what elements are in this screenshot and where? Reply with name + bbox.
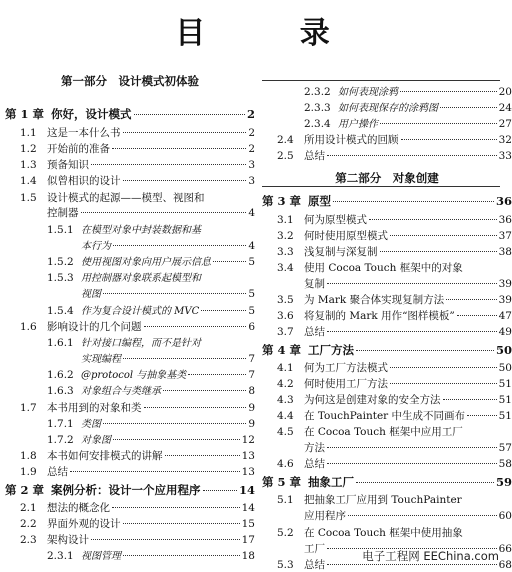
toc-entry-title: 控制器	[47, 207, 79, 219]
leader-dots	[134, 114, 245, 115]
toc-entry-number: 4.5	[277, 426, 294, 438]
toc-entry-title: 案例分析：设计一个应用程序	[51, 483, 201, 497]
toc-entry-page: 49	[498, 326, 512, 338]
toc-entry-title: 总结	[304, 559, 325, 571]
toc-entry-number: 1.5.3	[47, 272, 74, 284]
toc-entry-sec[interactable]	[20, 321, 255, 333]
toc-entry-number: 2.4	[277, 134, 294, 146]
toc-entry-sec[interactable]	[20, 450, 255, 462]
toc-entry-page: 5	[248, 288, 255, 300]
toc-entry-sec[interactable]	[277, 394, 512, 406]
toc-entry-page: 4	[248, 207, 255, 219]
toc-entry-page: 36	[498, 214, 512, 226]
toc-entry-page: 2	[246, 107, 255, 121]
toc-entry-page: 2	[248, 143, 255, 155]
toc-entry-number: 2.3.1	[47, 550, 74, 562]
toc-entry-title: 实现编程	[81, 354, 121, 365]
part-two-rule	[262, 186, 500, 187]
toc-entry-sec[interactable]	[277, 246, 512, 258]
toc-entry-title: 应用程序	[304, 510, 346, 522]
toc-entry-page: 2	[248, 127, 255, 139]
toc-entry-page: 66	[498, 543, 512, 555]
toc-entry-page: 13	[241, 450, 255, 462]
toc-entry-sec[interactable]	[277, 410, 512, 422]
toc-entry-sub[interactable]	[47, 337, 255, 350]
toc-entry-number: 1.6	[20, 321, 37, 333]
toc-entry-sec[interactable]	[277, 494, 512, 506]
toc-entry-number: 3.3	[277, 246, 294, 258]
leader-dots	[112, 148, 246, 149]
leader-dots	[356, 350, 494, 351]
toc-entry-sec[interactable]	[20, 192, 255, 204]
toc-entry-page: 6	[248, 321, 255, 333]
toc-entry-title: 所用设计模式的回顾	[304, 134, 399, 146]
toc-entry-title: 针对接口编程，而不是针对	[81, 338, 201, 349]
toc-entry-page: 8	[248, 385, 255, 397]
toc-entry-title: 方法	[304, 442, 325, 454]
toc-entry-title: 这是一本什么书	[47, 127, 121, 139]
toc-entry-title: 复制	[304, 278, 325, 290]
toc-entry-number: 1.8	[20, 450, 37, 462]
toc-entry-page: 9	[248, 418, 255, 430]
toc-entry-cont[interactable]	[304, 442, 512, 454]
leader-dots	[457, 315, 497, 316]
toc-entry-page: 9	[248, 402, 255, 414]
toc-entry-sub[interactable]	[304, 118, 512, 131]
toc-entry-sec[interactable]	[277, 230, 512, 242]
toc-entry-cont[interactable]	[81, 353, 255, 366]
toc-entry-chapter[interactable]	[5, 108, 255, 120]
toc-entry-title: 为何这是创建对象的安全方法	[304, 394, 441, 406]
toc-entry-title: 本书用到的对象和类	[47, 402, 142, 414]
toc-entry-title: 工厂方法	[308, 343, 354, 357]
leader-dots	[123, 555, 240, 556]
toc-entry-page: 51	[498, 410, 512, 422]
toc-entry-page: 47	[498, 310, 512, 322]
toc-entry-number: 3.2	[277, 230, 294, 242]
toc-entry-chapter[interactable]	[5, 484, 255, 496]
toc-entry-title: 预备知识	[47, 159, 89, 171]
leader-dots	[348, 515, 497, 516]
toc-entry-title: 影响设计的几个问题	[47, 321, 142, 333]
leader-dots	[467, 415, 497, 416]
toc-entry-sec[interactable]	[277, 294, 512, 306]
toc-entry-number: 3.7	[277, 326, 294, 338]
toc-entry-sec[interactable]	[20, 402, 255, 414]
toc-entry-title: 何为工厂方法模式	[304, 362, 388, 374]
toc-entry-title: @protocol 与抽象基类	[81, 370, 187, 381]
toc-entry-page: 3	[248, 159, 255, 171]
toc-entry-number: 1.5	[20, 192, 37, 204]
leader-dots	[123, 180, 247, 181]
toc-entry-number: 2.2	[20, 518, 37, 530]
leader-dots	[390, 235, 497, 236]
leader-dots	[327, 155, 497, 156]
toc-entry-title: 开始前的准备	[47, 143, 110, 155]
toc-entry-sec[interactable]	[20, 143, 255, 155]
toc-entry-number: 3.4	[277, 262, 294, 274]
toc-entry-title: 作为复合设计模式的 MVC	[81, 306, 200, 317]
toc-entry-page: 57	[498, 442, 512, 454]
toc-entry-page: 13	[241, 466, 255, 478]
toc-entry-sub[interactable]	[47, 385, 255, 398]
toc-entry-page: 33	[498, 150, 512, 162]
toc-entry-page: 51	[498, 378, 512, 390]
toc-entry-number: 第 3 章	[262, 194, 302, 208]
toc-entry-number: 1.5.4	[47, 305, 74, 317]
leader-dots	[401, 139, 497, 140]
toc-entry-title: 似曾相识的设计	[47, 175, 121, 187]
toc-entry-page: 14	[238, 483, 255, 497]
leader-dots	[123, 358, 246, 359]
leader-dots	[70, 471, 240, 472]
leader-dots	[390, 367, 497, 368]
leader-dots	[327, 463, 497, 464]
toc-entry-title: 架构设计	[47, 534, 89, 546]
leader-dots	[81, 212, 247, 213]
leader-dots	[380, 251, 497, 252]
toc-entry-title: 总结	[47, 466, 68, 478]
toc-entry-number: 3.1	[277, 214, 294, 226]
toc-entry-cont[interactable]	[81, 240, 255, 253]
toc-entry-page: 39	[498, 294, 512, 306]
toc-entry-title: 总结	[304, 150, 325, 162]
toc-entry-sub[interactable]	[47, 434, 255, 447]
leader-dots	[91, 164, 246, 165]
toc-entry-title: 工厂	[304, 543, 325, 555]
toc-entry-number: 1.4	[20, 175, 37, 187]
toc-entry-sec[interactable]	[277, 426, 512, 438]
toc-entry-title: 用控制器对象联系起模型和	[81, 273, 201, 284]
leader-dots	[163, 390, 246, 391]
toc-entry-number: 2.3.2	[304, 86, 331, 98]
leader-dots	[390, 383, 497, 384]
toc-entry-page: 5	[248, 305, 255, 317]
leader-dots	[213, 261, 246, 262]
toc-entry-page: 7	[248, 369, 255, 381]
toc-entry-page: 20	[498, 86, 512, 98]
toc-entry-title: 设计模式的起源——模型、视图和	[47, 192, 205, 204]
toc-entry-number: 1.5.1	[47, 224, 74, 236]
toc-entry-chapter[interactable]	[262, 195, 512, 207]
toc-entry-title: 浅复制与深复制	[304, 246, 378, 258]
toc-entry-title: 在 Cocoa Touch 框架中应用工厂	[304, 426, 463, 438]
leader-dots	[369, 219, 497, 220]
toc-entry-number: 第 1 章	[5, 107, 45, 121]
toc-entry-number: 2.5	[277, 150, 294, 162]
toc-entry-title: 使用 Cocoa Touch 框架中的对象	[304, 262, 463, 274]
toc-entry-title: 将复制的 Mark 用作“图样模板”	[304, 310, 455, 322]
toc-entry-sec[interactable]	[20, 466, 255, 478]
toc-entry-number: 5.3	[277, 559, 294, 571]
toc-entry-number: 第 5 章	[262, 475, 302, 489]
toc-entry-page: 12	[241, 434, 255, 446]
toc-entry-title: 总结	[304, 326, 325, 338]
leader-dots	[201, 310, 246, 311]
toc-entry-number: 4.6	[277, 458, 294, 470]
toc-entry-title: 在模型对象中封装数据和基	[81, 225, 201, 236]
toc-entry-sec[interactable]	[20, 175, 255, 187]
toc-entry-number: 5.1	[277, 494, 294, 506]
toc-entry-number: 1.6.1	[47, 337, 74, 349]
part-heading: 第二部分 对象创建	[335, 171, 439, 185]
toc-entry-number: 1.3	[20, 159, 37, 171]
toc-entry-sub[interactable]	[47, 272, 255, 285]
site-watermark: 电子工程网 EEChina.com	[362, 549, 499, 563]
toc-entry-sec[interactable]	[20, 502, 255, 514]
leader-dots	[333, 201, 494, 202]
toc-entry-sec[interactable]	[277, 134, 512, 146]
leader-dots	[113, 245, 246, 246]
toc-entry-number: 第 4 章	[262, 343, 302, 357]
toc-entry-number: 3.5	[277, 294, 294, 306]
toc-entry-sec[interactable]	[277, 214, 512, 226]
leader-dots	[443, 399, 497, 400]
toc-entry-title: 把抽象工厂应用到 TouchPainter	[304, 494, 462, 506]
toc-entry-title: 何时使用原型模式	[304, 230, 388, 242]
toc-entry-sec[interactable]	[20, 159, 255, 171]
leader-dots	[103, 423, 246, 424]
toc-entry-sec[interactable]	[277, 310, 512, 322]
toc-entry-chapter[interactable]	[262, 476, 512, 488]
toc-entry-number: 1.2	[20, 143, 37, 155]
toc-entry-number: 3.6	[277, 310, 294, 322]
leader-dots	[144, 326, 247, 327]
toc-entry-cont[interactable]	[304, 278, 512, 290]
toc-entry-title: 总结	[304, 458, 325, 470]
leader-dots	[91, 539, 240, 540]
toc-entry-title: 对象组合与类继承	[81, 386, 161, 397]
toc-entry-title: 想法的概念化	[47, 502, 110, 514]
toc-entry-page: 17	[241, 534, 255, 546]
top-right-rule	[262, 80, 500, 81]
toc-entry-page: 27	[498, 118, 512, 130]
leader-dots	[380, 123, 497, 124]
toc-entry-title: 本书如何安排模式的讲解	[47, 450, 163, 462]
leader-dots	[188, 374, 246, 375]
toc-entry-title: 在 TouchPainter 中生成不同画布	[304, 410, 466, 422]
toc-entry-sub[interactable]	[304, 102, 512, 115]
toc-entry-number: 1.7.1	[47, 418, 74, 430]
toc-entry-title: 你好，设计模式	[51, 107, 132, 121]
toc-entry-sec[interactable]	[277, 527, 512, 539]
toc-entry-page: 37	[498, 230, 512, 242]
leader-dots	[356, 482, 494, 483]
toc-entry-title: 如何表现保存的涂鸦图	[338, 103, 438, 114]
leader-dots	[327, 564, 497, 565]
leader-dots	[112, 507, 240, 508]
leader-dots	[113, 439, 240, 440]
toc-entry-page: 39	[498, 278, 512, 290]
toc-entry-chapter[interactable]	[262, 344, 512, 356]
toc-entry-number: 1.1	[20, 127, 37, 139]
toc-entry-number: 1.5.2	[47, 256, 74, 268]
toc-entry-sec[interactable]	[277, 362, 512, 374]
toc-entry-page: 60	[498, 510, 512, 522]
leader-dots	[103, 293, 246, 294]
leader-dots	[327, 331, 497, 332]
toc-entry-number: 1.6.2	[47, 369, 74, 381]
toc-entry-number: 5.2	[277, 527, 294, 539]
leader-dots	[165, 455, 240, 456]
toc-entry-sec[interactable]	[277, 262, 512, 274]
leader-dots	[440, 107, 497, 108]
leader-dots	[123, 132, 247, 133]
toc-entry-page: 4	[248, 240, 255, 252]
toc-entry-page: 58	[498, 458, 512, 470]
leader-dots	[203, 490, 237, 491]
toc-entry-page: 50	[495, 343, 512, 357]
toc-entry-cont[interactable]	[304, 510, 512, 522]
toc-entry-page: 36	[495, 194, 512, 208]
toc-entry-title: 何时使用工厂方法	[304, 378, 388, 390]
toc-entry-title: 为 Mark 聚合体实现复制方法	[304, 294, 445, 306]
leader-dots	[446, 299, 497, 300]
toc-entry-number: 1.7	[20, 402, 37, 414]
toc-entry-page: 59	[495, 475, 512, 489]
page-title: 目 录	[175, 16, 372, 51]
toc-entry-title: 本行为	[81, 241, 111, 252]
toc-entry-number: 1.7.2	[47, 434, 74, 446]
toc-entry-number: 4.4	[277, 410, 294, 422]
leader-dots	[123, 523, 240, 524]
toc-entry-number: 4.3	[277, 394, 294, 406]
toc-entry-page: 7	[248, 353, 255, 365]
toc-entry-title: 如何表现涂鸦	[338, 87, 398, 98]
toc-entry-title: 类图	[81, 419, 101, 430]
leader-dots	[400, 91, 497, 92]
toc-entry-sub[interactable]	[47, 256, 255, 269]
part-heading: 第一部分 设计模式初体验	[61, 74, 199, 88]
toc-entry-title: 视图	[81, 289, 101, 300]
toc-entry-sub[interactable]	[47, 224, 255, 237]
toc-entry-page: 18	[241, 550, 255, 562]
toc-entry-sec[interactable]	[20, 534, 255, 546]
toc-entry-title: 抽象工厂	[308, 475, 354, 489]
toc-entry-page: 68	[498, 559, 512, 571]
toc-entry-page: 14	[241, 502, 255, 514]
toc-entry-sec[interactable]	[277, 326, 512, 338]
leader-dots	[144, 407, 247, 408]
toc-entry-page: 24	[498, 102, 512, 114]
toc-entry-number: 1.9	[20, 466, 37, 478]
toc-entry-page: 50	[498, 362, 512, 374]
toc-entry-title: 界面外观的设计	[47, 518, 121, 530]
toc-entry-number: 第 2 章	[5, 483, 45, 497]
toc-entry-sub[interactable]	[304, 86, 512, 99]
toc-entry-title: 在 Cocoa Touch 框架中使用抽象	[304, 527, 463, 539]
toc-entry-page: 3	[248, 175, 255, 187]
toc-entry-page: 51	[498, 394, 512, 406]
toc-entry-number: 2.1	[20, 502, 37, 514]
toc-entry-number: 4.1	[277, 362, 294, 374]
toc-entry-sub[interactable]	[47, 550, 255, 563]
toc-entry-page: 5	[248, 256, 255, 268]
toc-entry-title: 何为原型模式	[304, 214, 367, 226]
leader-dots	[327, 447, 497, 448]
toc-entry-sub[interactable]	[47, 369, 255, 382]
toc-entry-page: 15	[241, 518, 255, 530]
toc-entry-number: 2.3	[20, 534, 37, 546]
toc-entry-sub[interactable]	[47, 305, 255, 318]
toc-entry-title: 视图管理	[81, 551, 121, 562]
toc-entry-number: 2.3.3	[304, 102, 331, 114]
toc-entry-title: 对象图	[81, 435, 111, 446]
leader-dots	[327, 283, 497, 284]
toc-entry-title: 使用视图对象向用户展示信息	[81, 257, 211, 268]
toc-entry-page: 32	[498, 134, 512, 146]
toc-entry-page: 38	[498, 246, 512, 258]
toc-entry-title: 原型	[308, 194, 331, 208]
toc-entry-sec[interactable]	[277, 378, 512, 390]
toc-entry-sec[interactable]	[20, 127, 255, 139]
toc-entry-cont[interactable]	[47, 207, 255, 219]
toc-entry-sec[interactable]	[20, 518, 255, 530]
toc-entry-number: 4.2	[277, 378, 294, 390]
toc-entry-sec[interactable]	[277, 458, 512, 470]
toc-entry-number: 2.3.4	[304, 118, 331, 130]
toc-entry-sub[interactable]	[47, 418, 255, 431]
toc-entry-cont[interactable]	[81, 288, 255, 301]
toc-entry-title: 用户操作	[338, 119, 378, 130]
toc-entry-sec[interactable]	[277, 150, 512, 162]
toc-entry-number: 1.6.3	[47, 385, 74, 397]
